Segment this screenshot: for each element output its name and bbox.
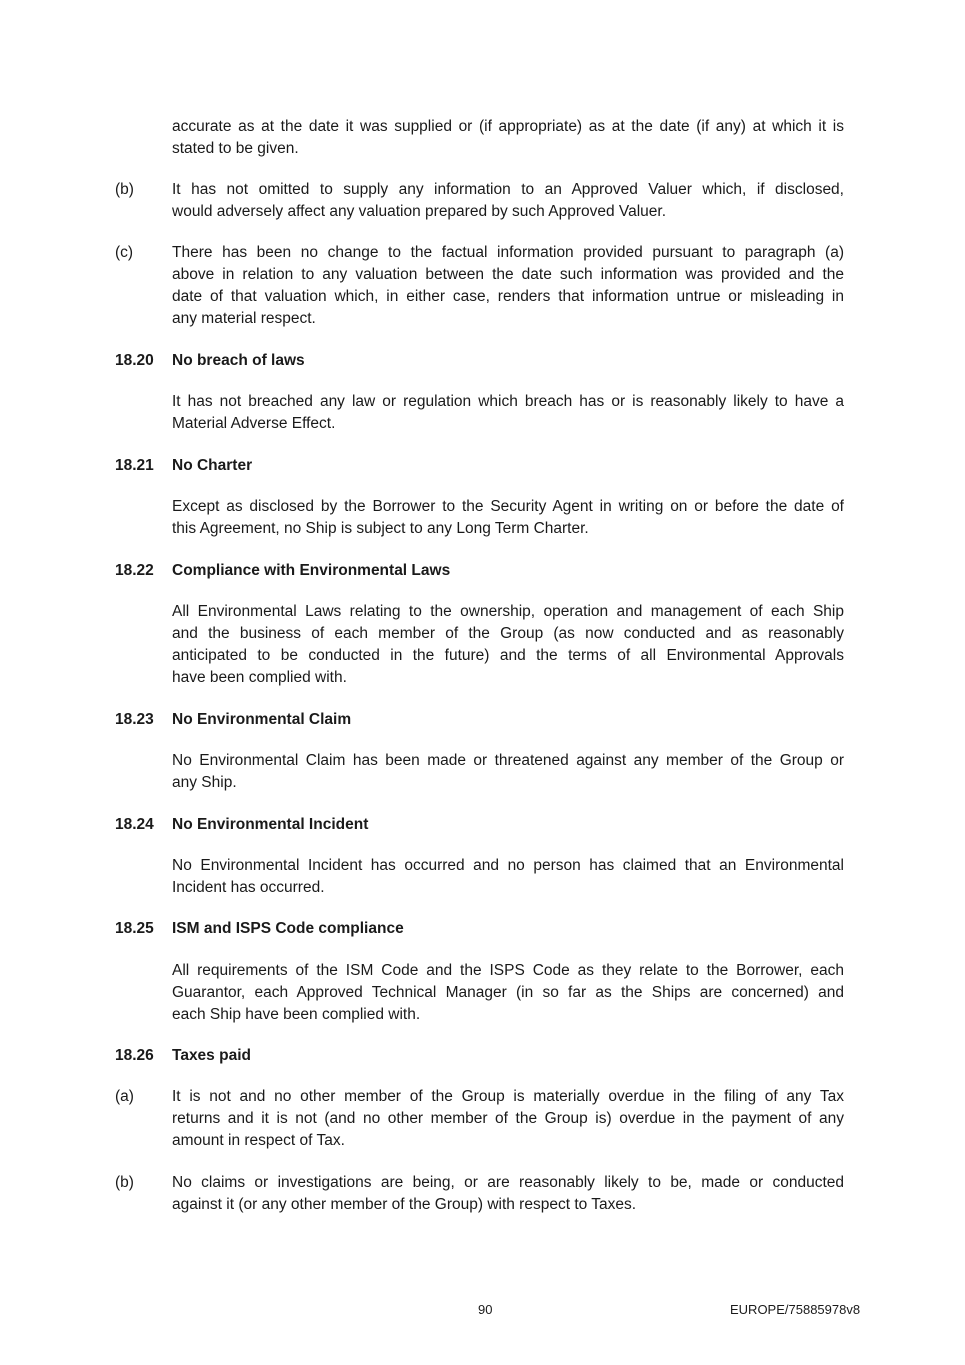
section-heading	[115, 814, 368, 836]
paragraph-line: against it (or any other member of the Group) with respect to Taxes.	[172, 1196, 637, 1213]
item-paragraph	[172, 1172, 844, 1216]
paragraph-line: No claims or investigations are being, or are reasonably likely to be, made or conducted	[172, 1174, 844, 1191]
paragraph-line: Incident has occurred.	[172, 879, 325, 896]
paragraph-line: have been complied with.	[172, 669, 347, 686]
paragraph-line: anticipated to be conducted in the future) and the terms of all Environmental Approvals	[172, 647, 844, 664]
section-title: No Environmental Incident	[172, 816, 369, 833]
section-heading	[115, 350, 305, 372]
item-label: (b)	[115, 181, 134, 198]
section-number: 18.21	[115, 457, 154, 474]
intro-line: stated to be given.	[172, 140, 299, 157]
item-paragraph	[172, 179, 844, 223]
section-heading	[115, 1045, 251, 1067]
paragraph-line: No Environmental Claim has been made or threatened against any member of the Group or	[172, 752, 844, 769]
intro-line: accurate as at the date it was supplied or (if appropriate) as at the date (if any) at which it is	[172, 118, 844, 135]
item-label: (c)	[115, 244, 134, 261]
paragraph-line: No Environmental Incident has occurred and no person has claimed that an Environmental	[172, 857, 844, 874]
section-heading	[115, 560, 450, 582]
paragraph-line: It has not breached any law or regulation which breach has or is reasonably likely to have a	[172, 393, 844, 410]
section-title: No Charter	[172, 457, 253, 474]
section-number: 18.26	[115, 1047, 154, 1064]
section-heading	[115, 709, 351, 731]
item-paragraph	[172, 1086, 844, 1152]
paragraph-line: returns and it is not (and no other member of the Group is) overdue in the payment of any	[172, 1110, 844, 1127]
item-label: (a)	[115, 1088, 134, 1105]
paragraph-line: It has not omitted to supply any information to an Approved Valuer which, if disclosed,	[172, 181, 844, 198]
section-title: ISM and ISPS Code compliance	[172, 920, 404, 937]
section-heading	[115, 455, 252, 477]
section-paragraph	[172, 750, 844, 794]
section-heading	[115, 918, 404, 940]
paragraph-line: It is not and no other member of the Group is materially overdue in the filing of any Tax	[172, 1088, 844, 1105]
item-paragraph	[172, 242, 844, 330]
section-number: 18.20	[115, 352, 154, 369]
section-paragraph	[172, 855, 844, 899]
section-paragraph	[172, 391, 844, 435]
paragraph-line: any Ship.	[172, 774, 237, 791]
section-title: No Environmental Claim	[172, 711, 352, 728]
paragraph-line: any material respect.	[172, 310, 316, 327]
paragraph-line: There has been no change to the factual information provided pursuant to paragraph (a)	[172, 244, 844, 261]
paragraph-line: this Agreement, no Ship is subject to any Long Term Charter.	[172, 520, 589, 537]
section-paragraph	[172, 960, 844, 1026]
section-paragraph	[172, 496, 844, 540]
paragraph-line: above in relation to any valuation between the date such information was provided and the	[172, 266, 844, 283]
page-number: 90	[478, 1302, 493, 1317]
paragraph-line: amount in respect of Tax.	[172, 1132, 345, 1149]
section-title: No breach of laws	[172, 352, 305, 369]
section-number: 18.24	[115, 816, 154, 833]
section-paragraph	[172, 601, 844, 689]
paragraph-line: All requirements of the ISM Code and the ISPS Code as they relate to the Borrower, each	[172, 962, 844, 979]
intro-paragraph	[172, 116, 844, 160]
document-reference: EUROPE/75885978v8	[730, 1302, 861, 1317]
paragraph-line: and the business of each member of the Group (as now conducted and as reasonably	[172, 625, 844, 642]
section-number: 18.25	[115, 920, 154, 937]
section-number: 18.23	[115, 711, 154, 728]
paragraph-line: would adversely affect any valuation prepared by such Approved Valuer.	[172, 203, 667, 220]
paragraph-line: All Environmental Laws relating to the ownership, operation and management of each Ship	[172, 603, 844, 620]
section-title: Compliance with Environmental Laws	[172, 562, 451, 579]
paragraph-line: Except as disclosed by the Borrower to the Security Agent in writing on or before the date of	[172, 498, 844, 515]
paragraph-line: date of that valuation which, in either case, renders that information untrue or misleading in	[172, 288, 844, 305]
paragraph-line: Guarantor, each Approved Technical Manager (in so far as the Ships are concerned) and	[172, 984, 844, 1001]
section-title: Taxes paid	[172, 1047, 251, 1064]
section-number: 18.22	[115, 562, 154, 579]
paragraph-line: Material Adverse Effect.	[172, 415, 336, 432]
item-label: (b)	[115, 1174, 134, 1191]
paragraph-line: each Ship have been complied with.	[172, 1006, 421, 1023]
